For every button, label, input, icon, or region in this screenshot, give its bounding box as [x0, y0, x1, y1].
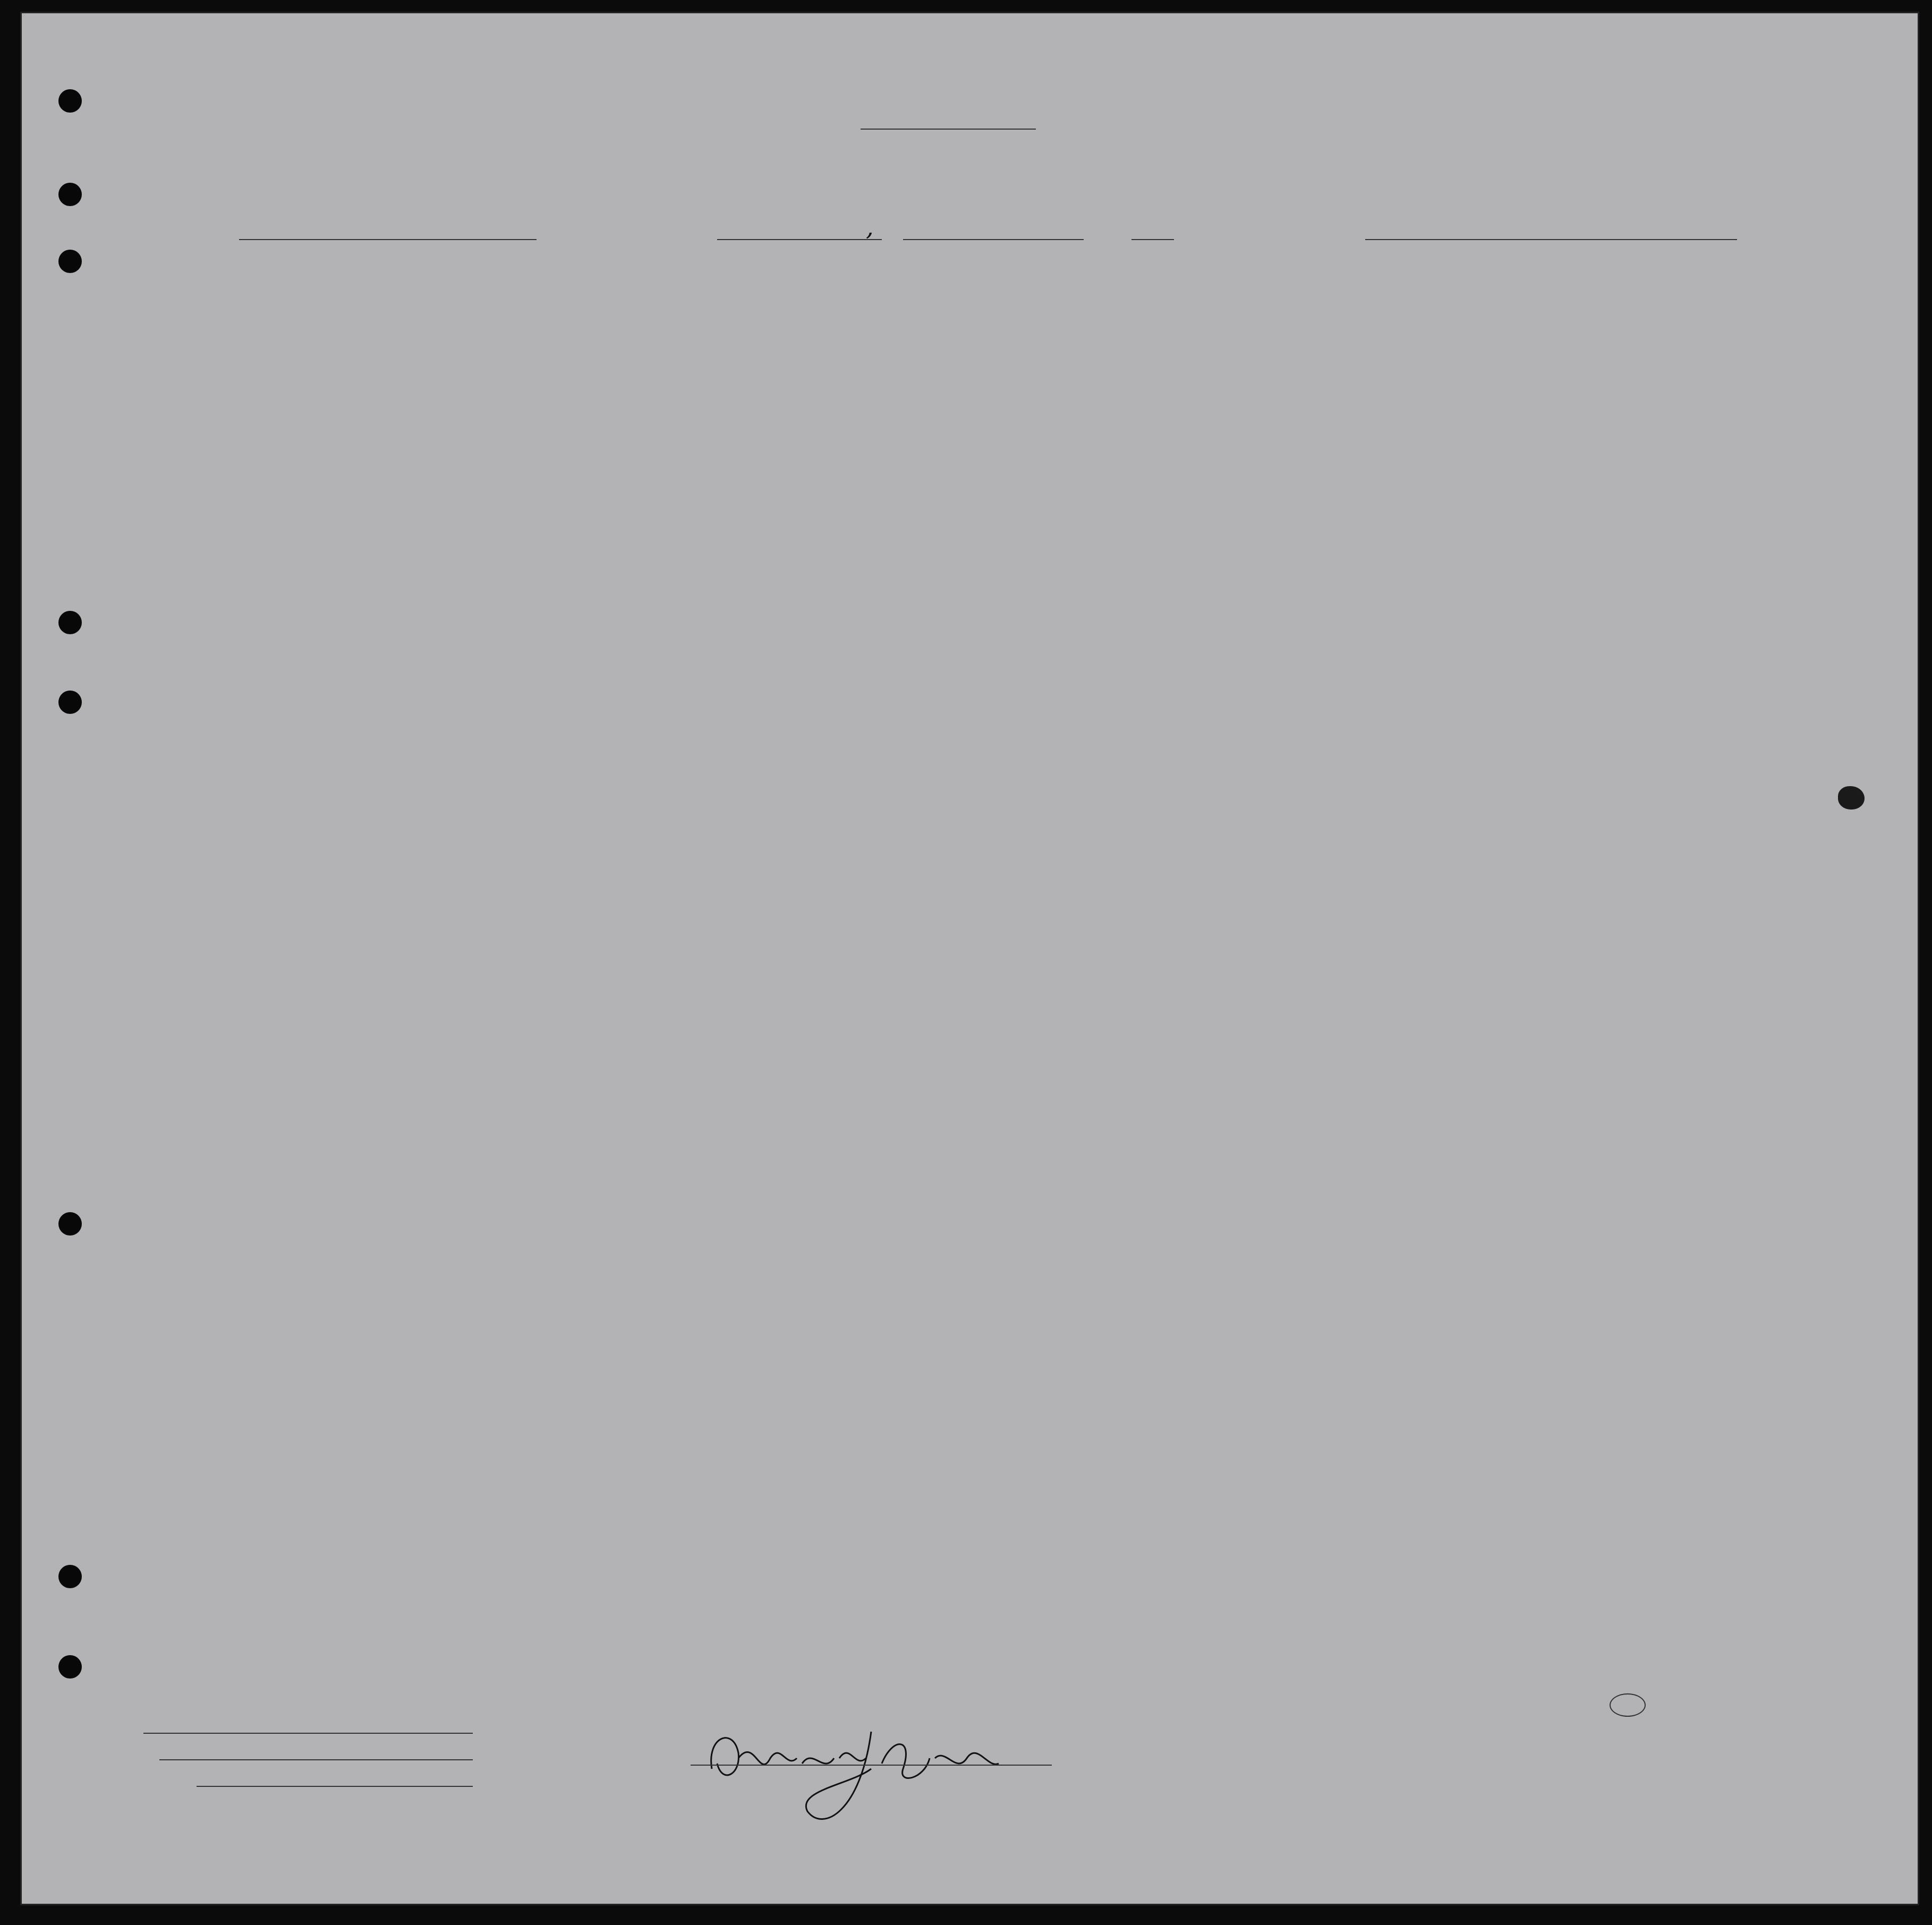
binder-hole: [58, 1565, 82, 1588]
binder-hole: [58, 250, 82, 273]
binder-hole: [58, 611, 82, 634]
binder-hole: [58, 1655, 82, 1679]
vessel-line: ,: [866, 212, 874, 241]
binder-hole: [58, 89, 82, 113]
binder-hole: [58, 183, 82, 206]
count-stamp: [1610, 1693, 1646, 1717]
title-underline: [861, 129, 1036, 130]
binder-hole: [58, 691, 82, 714]
inspector-signature: [691, 1705, 1062, 1838]
crew-table: [80, 254, 1865, 1688]
binder-hole: [58, 1212, 82, 1236]
